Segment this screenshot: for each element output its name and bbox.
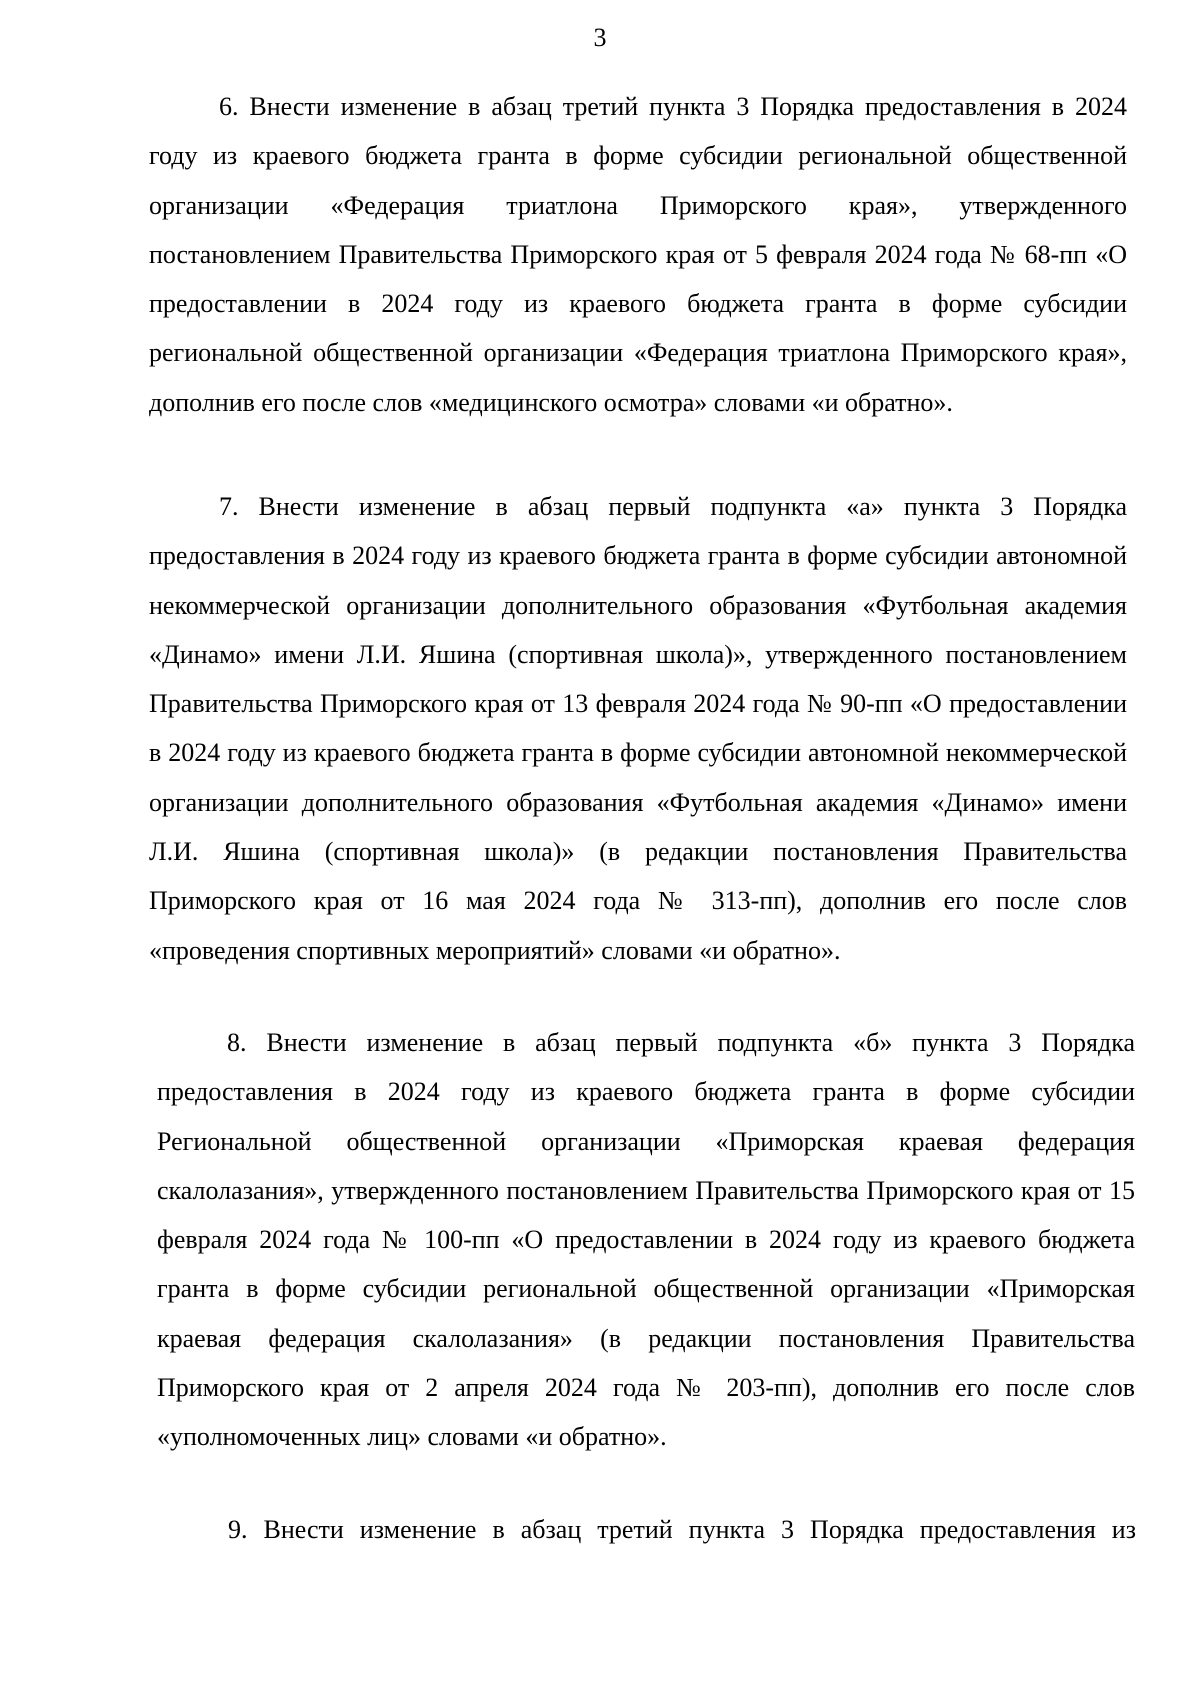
- paragraph-item-6: 6. Внести изменение в абзац третий пункта 3 Порядка предоставления в 2024 году из краевого бюджета гранта в форме субсидии региональной общественной организации «Федерация триатлона Приморского края», утвержденного постановлением Правительства Приморского края от 5 февраля 2024 года № 68-пп «О предоставлении в 2024 году из краевого бюджета гранта в форме субсидии региональной общественной организации «Федерация триатлона Приморского края», дополнив его после слов «медицинского осмотра» словами «и обратно».: [149, 92, 1127, 417]
- paragraph-item-9: 9. Внести изменение в абзац третий пункта 3 Порядка предоставления из: [228, 1515, 1136, 1544]
- paragraph-item-8: 8. Внести изменение в абзац первый подпункта «б» пункта 3 Порядка предоставления в 2024 году из краевого бюджета гранта в форме субсидии Региональной общественной организации «Приморская краевая федерация скалолазания», утвержденного постановлением Правительства Приморского края от 15 февраля 2024 года № 100-пп «О предоставлении в 2024 году из краевого бюджета гранта в форме субсидии региональной общественной организации «Приморская краевая федерация скалолазания» (в редакции постановления Правительства Приморского края от 2 апреля 2024 года № 203-пп), дополнив его после слов «уполномоченных лиц» словами «и обратно».: [157, 1028, 1135, 1452]
- page-number: 3: [593, 23, 607, 52]
- paragraph-item-7: 7. Внести изменение в абзац первый подпункта «а» пункта 3 Порядка предоставления в 2024 году из краевого бюджета гранта в форме субсидии автономной некоммерческой организации дополнительного образования «Футбольная академия «Динамо» имени Л.И. Яшина (спортивная школа)», утвержденного постановлением Правительства Приморского края от 13 февраля 2024 года № 90-пп «О предоставлении в 2024 году из краевого бюджета гранта в форме субсидии автономной некоммерческой организации дополнительного образования «Футбольная академия «Динамо» имени Л.И. Яшина (спортивная школа)» (в редакции постановления Правительства Приморского края от 16 мая 2024 года № 313-пп), дополнив его после слов «проведения спортивных мероприятий» словами «и обратно».: [149, 492, 1127, 965]
